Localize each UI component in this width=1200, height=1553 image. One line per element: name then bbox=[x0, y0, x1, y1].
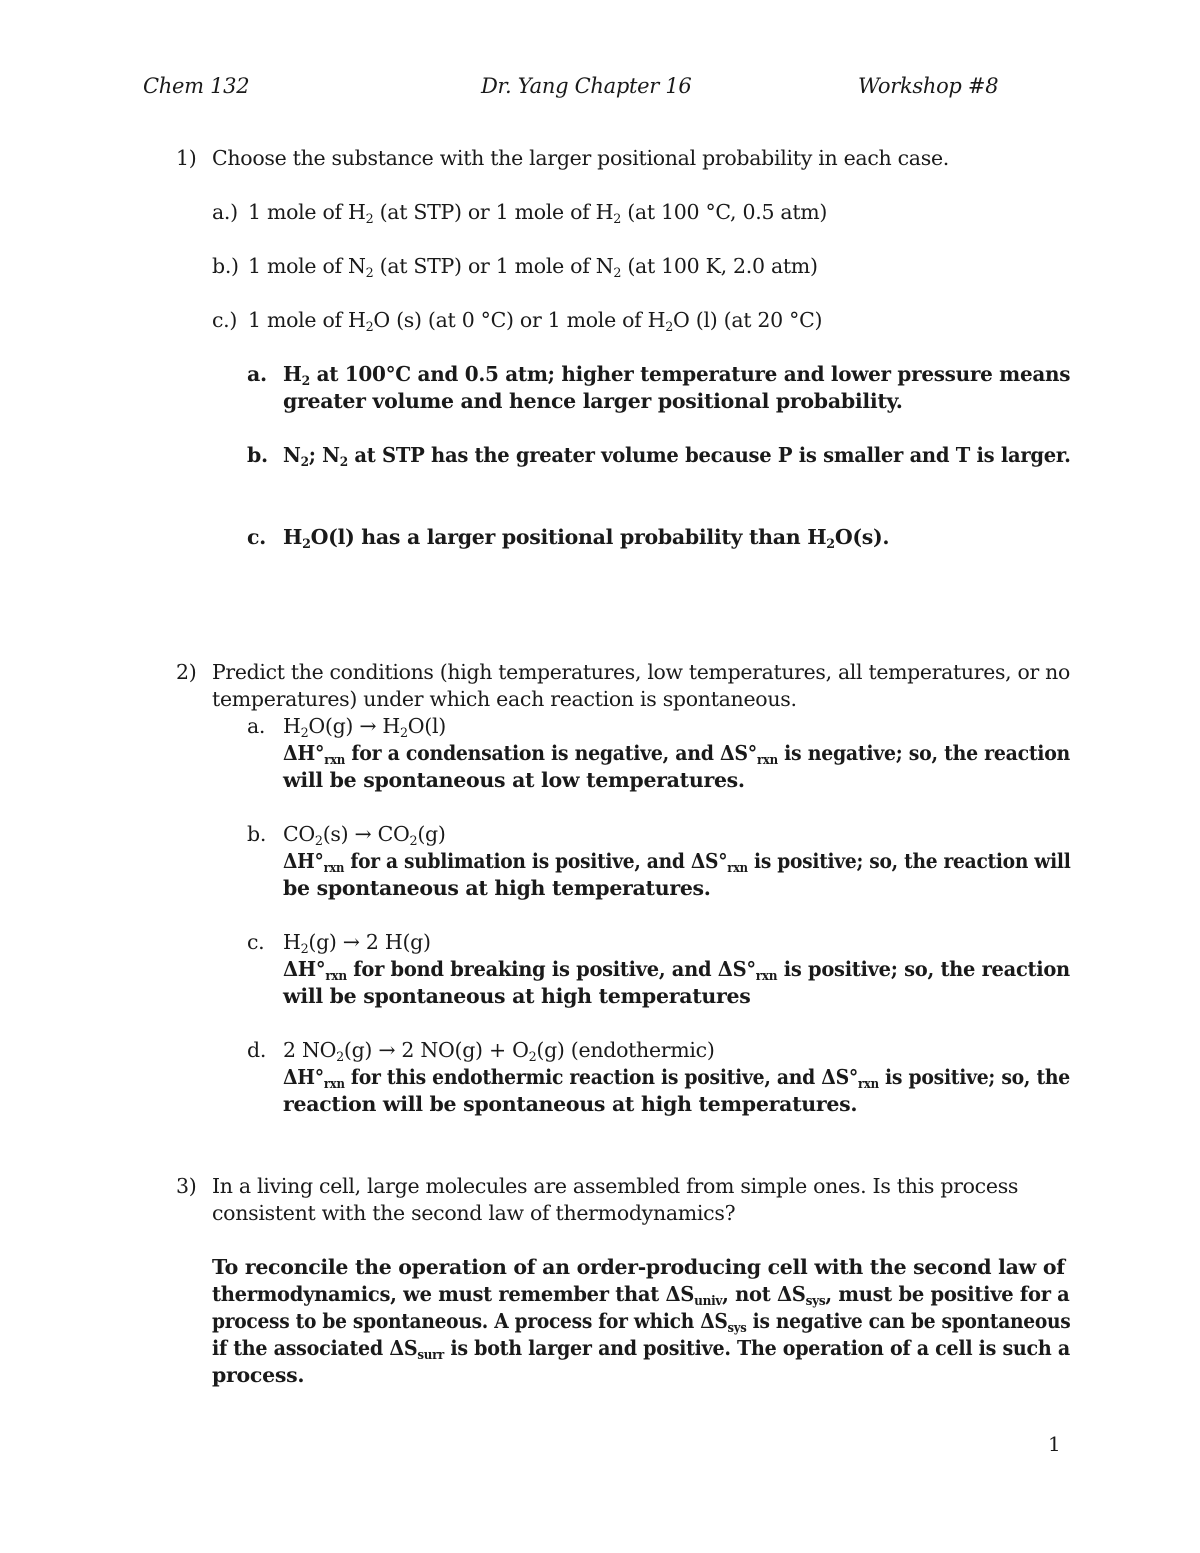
header-course: Chem 132 bbox=[143, 74, 250, 98]
q1-part-b-label: b.) bbox=[212, 254, 239, 278]
question-1-prompt: Choose the substance with the larger positional probability in each case. bbox=[212, 146, 950, 170]
q2-part-b-equation: $CO_2(s) \to CO_2(g)$ bbox=[283, 822, 446, 848]
question-3-number: 3) bbox=[176, 1174, 197, 1198]
q1-answer-b-text: $N_2$; $N_2$ at STP has the greater volume because P is smaller and T is larger. bbox=[283, 443, 1071, 469]
q1-answer-a-line2: greater volume and hence larger positional probability. bbox=[283, 389, 903, 413]
question-2-prompt-line1: Predict the conditions (high temperatures, low temperatures, all temperatures, or no bbox=[212, 660, 1070, 684]
q1-part-c-label: c.) bbox=[212, 308, 238, 332]
question-3-prompt-line2: consistent with the second law of thermodynamics? bbox=[212, 1201, 736, 1225]
q2-part-d-equation: 2 $NO_2(g) \to 2$ $NO(g) + O_2(g)$ (endothermic) bbox=[283, 1038, 715, 1064]
q2-answer-b-line2: be spontaneous at high temperatures. bbox=[283, 876, 711, 900]
q1-part-b-text: 1 mole of $N_2$ (at STP) or 1 mole of $N_2$ (at 100 K, 2.0 atm) bbox=[248, 254, 818, 280]
q2-answer-d-line1: $\Delta H^\circ_{rxn}$ for this endothermic reaction is positive, and $\Delta S^\circ_{rxn}$ is positive; so, the bbox=[283, 1065, 1070, 1091]
page-number: 1 bbox=[1048, 1432, 1061, 1456]
q2-answer-d-line2: reaction will be spontaneous at high temperatures. bbox=[283, 1092, 858, 1116]
q2-part-b-label: b. bbox=[247, 822, 267, 846]
q3-answer-line5: process. bbox=[212, 1363, 305, 1387]
question-2-prompt-line2: temperatures) under which each reaction is spontaneous. bbox=[212, 687, 797, 711]
q1-answer-c-text: $H_2O(l)$ has a larger positional probability than $H_2O(s)$. bbox=[283, 525, 890, 551]
q1-answer-a-label: a. bbox=[247, 362, 267, 386]
q2-part-d-label: d. bbox=[247, 1038, 267, 1062]
q3-answer-line4: if the associated $\Delta S_{surr}$ is both larger and positive. The operation of a cell is such a bbox=[212, 1336, 1070, 1362]
q2-part-a-equation: $H_2O(g) \to H_2O(l)$ bbox=[283, 714, 446, 740]
q2-answer-a-line1: $\Delta H^\circ_{rxn}$ for a condensation is negative, and $\Delta S^\circ_{rxn}$ is negative; so, the reaction bbox=[283, 741, 1071, 767]
q3-answer-line3: process to be spontaneous. A process for which $\Delta S_{sys}$ is negative can be spontaneous bbox=[212, 1309, 1071, 1335]
q1-answer-c-label: c. bbox=[247, 525, 267, 549]
q1-answer-b-label: b. bbox=[247, 443, 268, 467]
q1-part-c-text: 1 mole of $H_2O$ (s) (at 0 °C) or 1 mole of $H_2O$ (l) (at 20 °C) bbox=[248, 308, 823, 334]
header-workshop: Workshop #8 bbox=[858, 74, 999, 98]
q2-answer-c-line1: $\Delta H^\circ_{rxn}$ for bond breaking is positive, and $\Delta S^\circ_{rxn}$ is positive; so, the reaction bbox=[283, 957, 1070, 983]
q2-answer-a-line2: will be spontaneous at low temperatures. bbox=[283, 768, 745, 792]
question-3-prompt-line1: In a living cell, large molecules are assembled from simple ones. Is this process bbox=[212, 1174, 1019, 1198]
q2-part-a-label: a. bbox=[247, 714, 266, 738]
question-2-number: 2) bbox=[176, 660, 197, 684]
q2-part-c-label: c. bbox=[247, 930, 265, 954]
header-instructor-chapter: Dr. Yang Chapter 16 bbox=[481, 74, 692, 98]
q1-part-a-label: a.) bbox=[212, 200, 238, 224]
question-1-number: 1) bbox=[176, 146, 197, 170]
q3-answer-line1: To reconcile the operation of an order-producing cell with the second law of bbox=[212, 1255, 1065, 1279]
q2-answer-c-line2: will be spontaneous at high temperatures bbox=[283, 984, 751, 1008]
q3-answer-line2: thermodynamics, we must remember that $\Delta S_{univ}$, not $\Delta S_{sys}$, must be positive for a bbox=[212, 1282, 1070, 1308]
q2-answer-b-line1: $\Delta H^\circ_{rxn}$ for a sublimation is positive, and $\Delta S^\circ_{rxn}$ is positive; so, the reaction will bbox=[283, 849, 1071, 875]
q2-part-c-equation: $H_2(g) \to 2$ H(g) bbox=[283, 930, 431, 956]
q1-answer-a-line1: $H_2$ at 100°C and 0.5 atm; higher temperature and lower pressure means bbox=[283, 362, 1071, 388]
q1-part-a-text: 1 mole of $H_2$ (at STP) or 1 mole of $H_2$ (at 100 °C, 0.5 atm) bbox=[248, 200, 828, 226]
